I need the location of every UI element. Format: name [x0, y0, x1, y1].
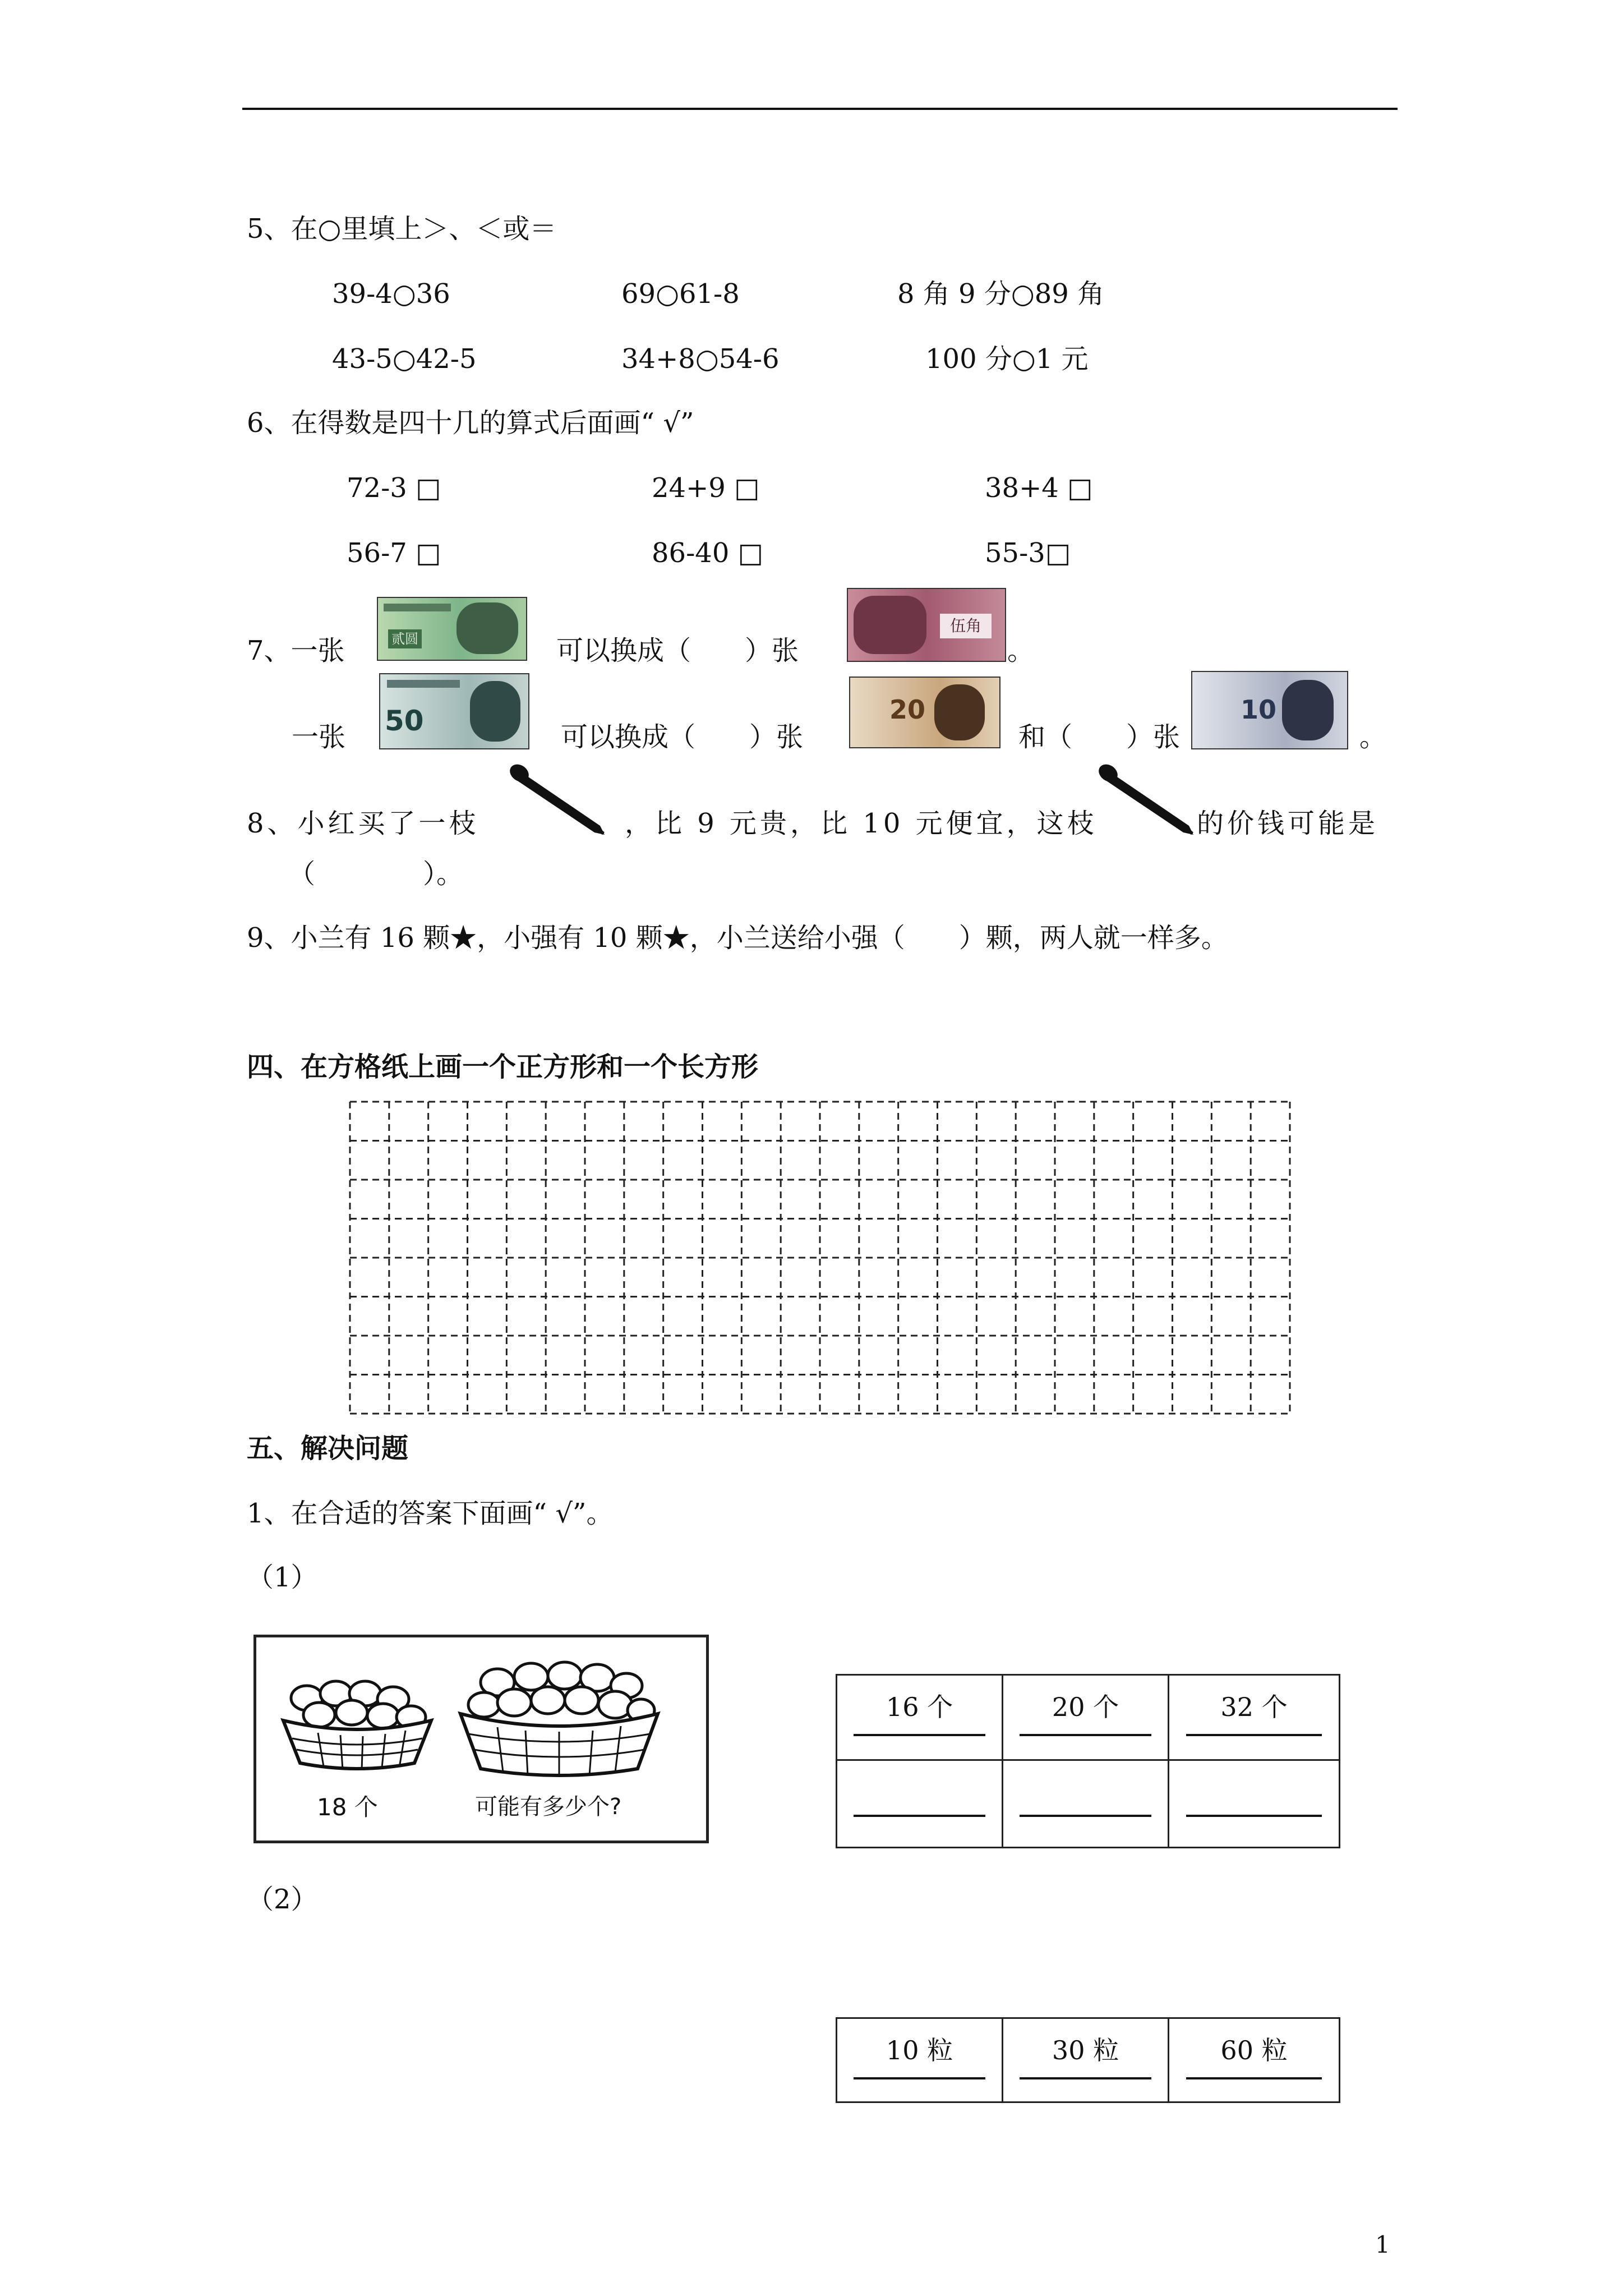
banknote-denomination: 贰圆	[388, 629, 422, 648]
option-cell[interactable]	[1169, 2018, 1340, 2102]
option-label: 16 个	[886, 1692, 953, 1722]
q6-item: 38+4 □	[985, 472, 1093, 504]
section4-title: 四、在方格纸上画一个正方形和一个长方形	[247, 1051, 759, 1083]
two-yuan-banknote-image	[377, 597, 527, 661]
q6-item: 86-40 □	[652, 537, 763, 569]
q7-row2-prefix: 一张	[292, 721, 346, 753]
part2-label: （2）	[247, 1884, 318, 1915]
pen-icon	[1094, 758, 1200, 843]
answer-blank[interactable]	[1186, 1734, 1322, 1736]
answer-blank[interactable]	[1186, 1815, 1322, 1817]
egg-baskets-illustration	[253, 1635, 709, 1843]
banknote-denomination: 20	[889, 694, 926, 725]
q7-row1-prefix: 7、一张	[247, 635, 345, 666]
q8-line2: （ ）。	[288, 858, 464, 890]
q6-item: 56-7 □	[347, 537, 441, 569]
q6-item: 55-3□	[985, 537, 1071, 569]
banknote-denomination: 10	[1241, 694, 1277, 725]
q8-line1-c: 的价钱可能是	[1197, 808, 1379, 839]
part2-options-table	[836, 2017, 1340, 2103]
q7-row1-suffix: 。	[1007, 635, 1035, 666]
part1-options-table	[836, 1674, 1340, 1848]
option-label: 10 粒	[886, 2035, 953, 2065]
option-label: 32 个	[1220, 1692, 1288, 1722]
answer-blank[interactable]	[854, 1815, 985, 1817]
large-egg-basket-icon	[453, 1649, 666, 1783]
q9-text: 9、小兰有 16 颗★，小强有 10 颗★，小兰送给小强（ ）颗，两人就一样多。	[247, 922, 1228, 954]
q5-item: 69○61-8	[621, 278, 740, 310]
answer-blank[interactable]	[854, 1734, 985, 1736]
banknote-portrait	[470, 681, 520, 742]
banknote-denomination: 50	[385, 705, 424, 737]
large-basket-question: 可能有多少个?	[475, 1794, 622, 1820]
banknote-portrait	[934, 684, 985, 740]
answer-blank[interactable]	[1020, 1734, 1151, 1736]
fifty-yuan-banknote-image	[379, 673, 529, 749]
banknote-header-stripe	[387, 680, 460, 688]
option-label: 30 粒	[1052, 2035, 1119, 2065]
small-basket-count: 18 个	[317, 1793, 378, 1821]
option-label: 20 个	[1052, 1692, 1119, 1722]
q7-row1-middle: 可以换成（ ）张	[556, 635, 799, 666]
five-jiao-banknote-image	[847, 588, 1006, 662]
q7-row2-suffix: 。	[1359, 721, 1387, 753]
option-cell[interactable]	[1169, 1675, 1340, 1760]
section5-q1: 1、在合适的答案下面画“ √”。	[247, 1498, 614, 1529]
answer-blank[interactable]	[854, 2077, 985, 2079]
q5-item: 39-4○36	[332, 278, 450, 310]
ten-yuan-banknote-image	[1191, 671, 1348, 749]
answer-blank[interactable]	[1020, 1815, 1151, 1817]
banknote-denomination: 伍角	[940, 614, 992, 638]
small-egg-basket-icon	[273, 1654, 441, 1778]
page-number: 1	[1375, 2231, 1390, 2258]
header-rule	[242, 108, 1398, 110]
answer-blank[interactable]	[1186, 2077, 1322, 2079]
q6-item: 24+9 □	[652, 472, 760, 504]
banknote-portrait	[457, 602, 518, 654]
drawing-grid[interactable]	[348, 1099, 1292, 1416]
twenty-yuan-banknote-image	[849, 677, 1000, 748]
q5-item: 34+8○54-6	[621, 343, 780, 375]
q5-title: 5、在○里填上＞、＜或＝	[247, 213, 557, 245]
option-cell[interactable]	[1003, 2018, 1169, 2102]
q5-item: 43-5○42-5	[332, 343, 477, 375]
part1-label: （1）	[247, 1562, 318, 1593]
option-cell[interactable]	[837, 1760, 1003, 1848]
banknote-header-stripe	[384, 604, 451, 611]
q6-item: 72-3 □	[347, 472, 441, 504]
option-cell[interactable]	[1003, 1760, 1169, 1848]
section5-title: 五、解决问题	[247, 1433, 409, 1464]
option-label: 60 粒	[1220, 2035, 1288, 2065]
option-cell[interactable]	[837, 1675, 1003, 1760]
q6-title: 6、在得数是四十几的算式后面画“ √”	[247, 407, 694, 439]
q5-item: 100 分○1 元	[925, 343, 1089, 375]
q5-item: 8 角 9 分○89 角	[897, 278, 1105, 310]
q7-row2-and: 和（ ）张	[1018, 721, 1181, 753]
option-cell[interactable]	[1169, 1760, 1340, 1848]
q8-line1-b: ，比 9 元贵，比 10 元便宜，这枝	[625, 808, 1098, 839]
banknote-portrait	[1282, 680, 1334, 740]
option-cell[interactable]	[1003, 1675, 1169, 1760]
pen-icon	[505, 758, 611, 843]
answer-blank[interactable]	[1020, 2077, 1151, 2079]
banknote-portrait	[854, 596, 926, 654]
q7-row2-middle: 可以换成（ ）张	[561, 721, 804, 753]
option-cell[interactable]	[837, 2018, 1003, 2102]
q8-line1-a: 8、小红买了一枝	[247, 808, 479, 839]
